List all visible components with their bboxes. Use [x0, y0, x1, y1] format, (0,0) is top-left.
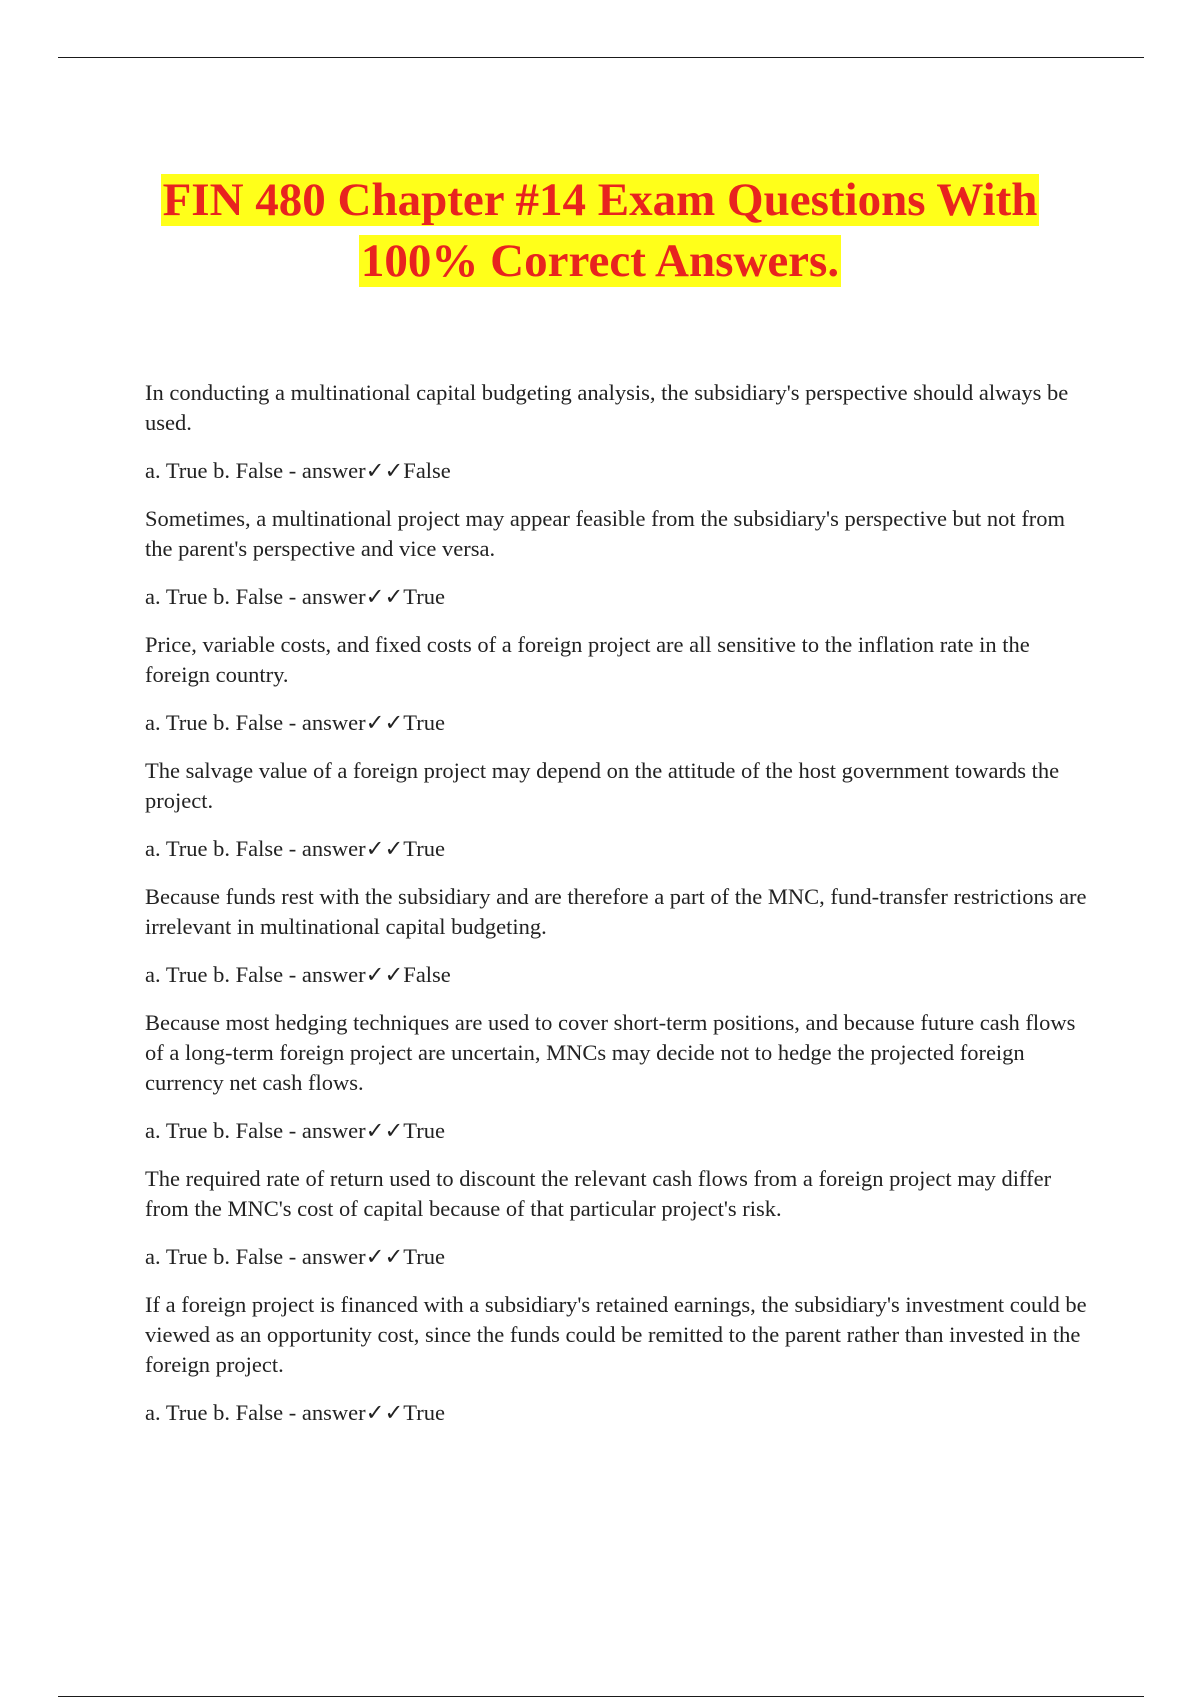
answer-text: a. True b. False - answer✓✓False [145, 962, 451, 987]
qa-item [145, 1164, 1095, 1272]
qa-item [145, 504, 1095, 612]
question-text: The salvage value of a foreign project may depend on the attitude of the host government towards the project. [145, 758, 1060, 813]
qa-item [145, 882, 1095, 990]
question-text: Because funds rest with the subsidiary and are therefore a part of the MNC, fund-transfer restrictions are irrelevant in multinational capital budgeting. [145, 884, 1087, 939]
answer-text: a. True b. False - answer✓✓True [145, 584, 445, 609]
question-text: If a foreign project is financed with a subsidiary's retained earnings, the subsidiary's investment could be viewed as an opportunity cost, since the funds could be remitted to the parent rather than invested in the foreign project. [145, 1292, 1087, 1377]
question-list [145, 378, 1095, 1446]
question-text: The required rate of return used to discount the relevant cash flows from a foreign project may differ from the MNC's cost of capital because of that particular project's risk. [145, 1166, 1052, 1221]
answer-text: a. True b. False - answer✓✓True [145, 836, 445, 861]
question-text: Sometimes, a multinational project may appear feasible from the subsidiary's perspective but not from the parent's perspective and vice versa. [145, 506, 1066, 561]
title-highlight: FIN 480 Chapter #14 Exam Questions With [162, 174, 1038, 226]
qa-item [145, 1290, 1095, 1428]
answer-text: a. True b. False - answer✓✓True [145, 1118, 445, 1143]
question-text: In conducting a multinational capital budgeting analysis, the subsidiary's perspective should always be used. [145, 380, 1069, 435]
title-line-1 [100, 170, 1100, 231]
answer-text: a. True b. False - answer✓✓True [145, 1400, 445, 1425]
header-rule [58, 57, 1144, 58]
title-line-2 [100, 231, 1100, 292]
qa-item [145, 756, 1095, 864]
document-title [100, 170, 1100, 292]
qa-item [145, 1008, 1095, 1146]
answer-text: a. True b. False - answer✓✓True [145, 1244, 445, 1269]
question-text: Because most hedging techniques are used to cover short-term positions, and because future cash flows of a long-term foreign project are uncertain, MNCs may decide not to hedge the projected foreign currency net cash flows. [145, 1010, 1076, 1095]
title-highlight: 100% Correct Answers. [360, 235, 840, 287]
footer-rule [58, 1696, 1144, 1697]
qa-item [145, 630, 1095, 738]
answer-text: a. True b. False - answer✓✓True [145, 710, 445, 735]
question-text: Price, variable costs, and fixed costs of a foreign project are all sensitive to the inflation rate in the foreign country. [145, 632, 1030, 687]
qa-item [145, 378, 1095, 486]
answer-text: a. True b. False - answer✓✓False [145, 458, 451, 483]
